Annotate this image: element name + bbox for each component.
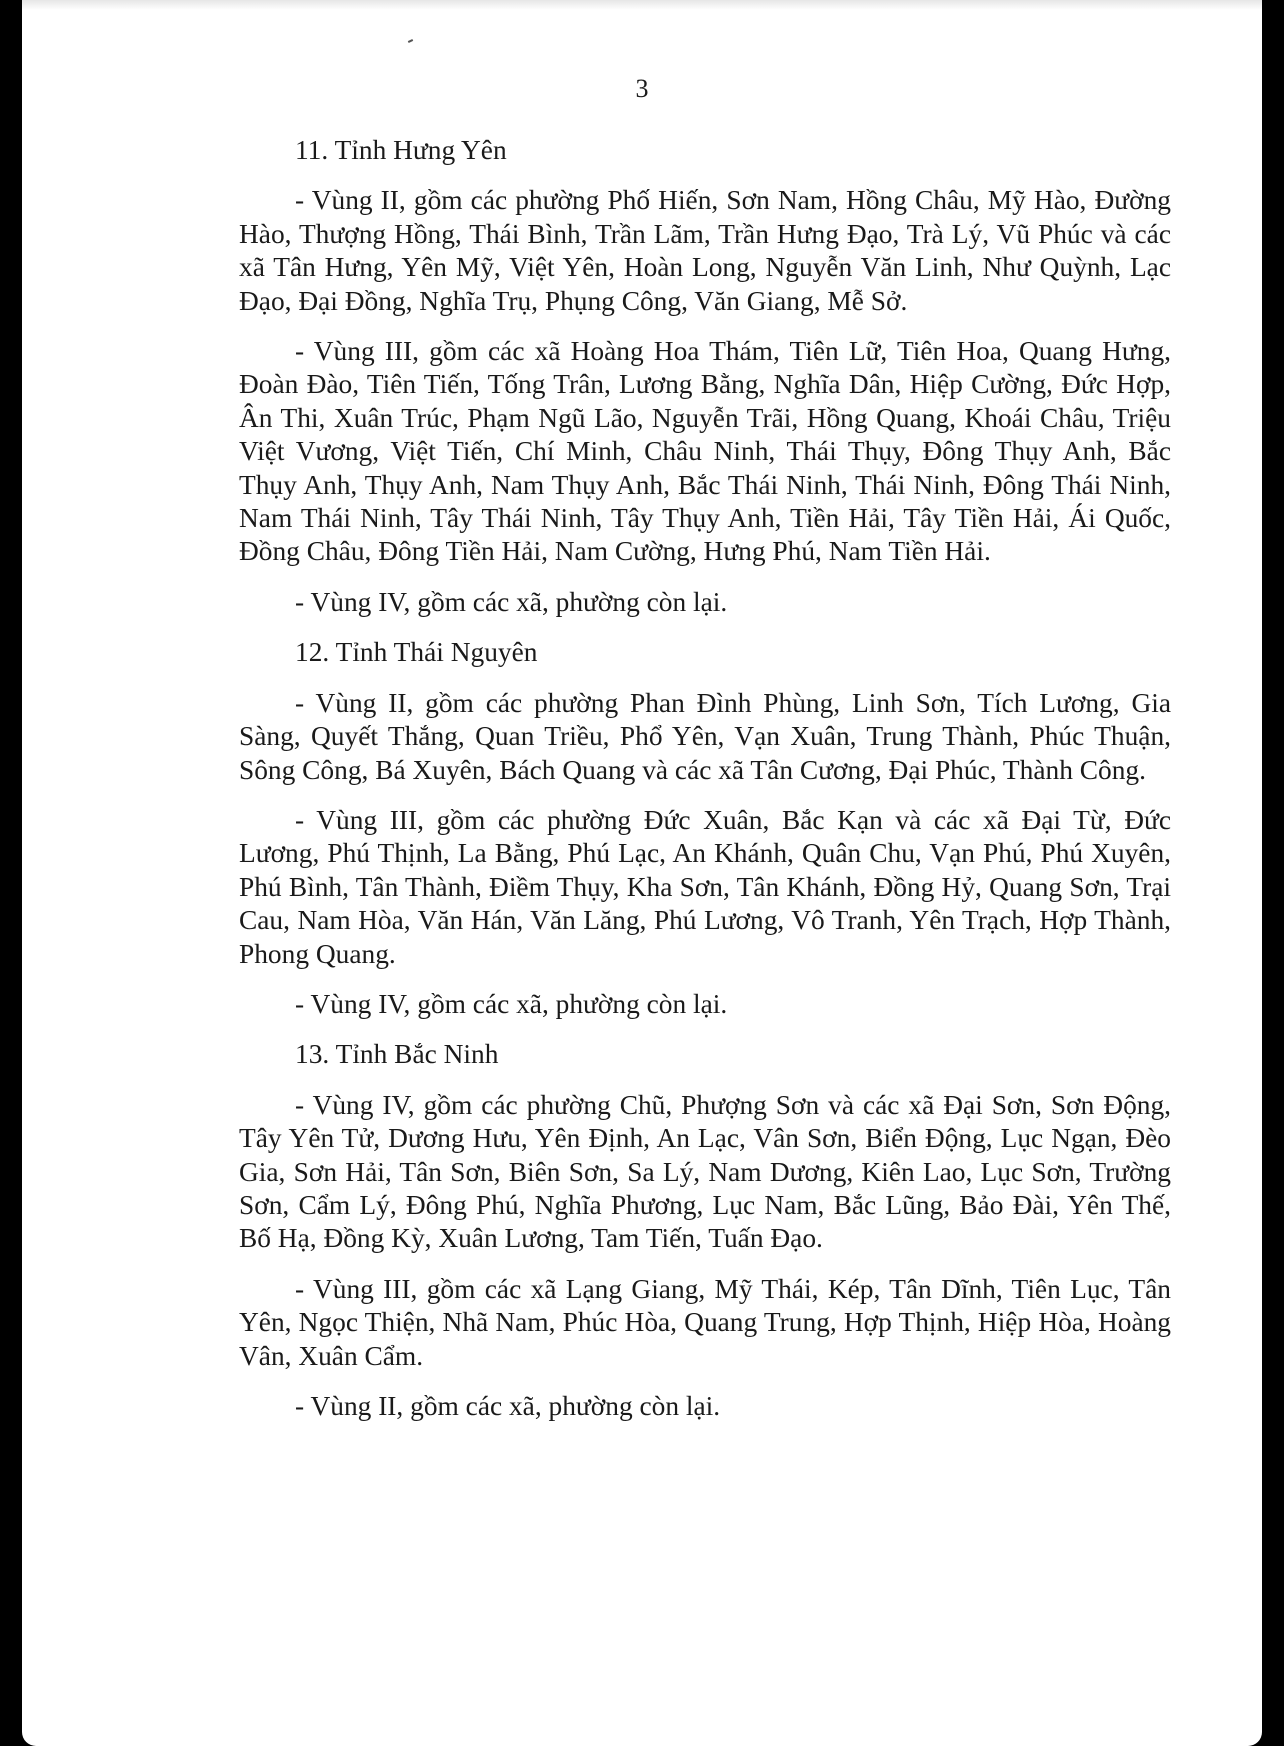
section-heading: 12. Tỉnh Thái Nguyên [295, 637, 538, 668]
section-thai-nguyen [239, 636, 1171, 1021]
paragraph-zone-2: - Vùng II, gồm các xã, phường còn lại. [295, 1391, 721, 1421]
section-heading: 13. Tỉnh Bắc Ninh [295, 1039, 499, 1070]
paragraph-zone-3: - Vùng III, gồm các xã Hoàng Hoa Thám, Tiên Lữ, Tiên Hoa, Quang Hưng, Đoàn Đào, Tiên Tiến, Tống Trân, Lương Bằng, Nghĩa Dân, Hiệp Cường, Đức Hợp, Ân Thi, Xuân Trúc, Phạm Ngũ Lão, Nguyễn Trãi, Hồng Quang, Khoái Châu, Triệu Việt Vương, Việt Tiến, Chí Minh, Châu Ninh, Thái Thụy, Đông Thụy Anh, Bắc Thụy Anh, Thụy Anh, Nam Thụy Anh, Bắc Thái Ninh, Thái Ninh, Đông Thái Ninh, Nam Thái Ninh, Tây Thái Ninh, Tây Thụy Anh, Tiền Hải, Tây Tiền Hải, Ái Quốc, Đồng Châu, Đông Tiền Hải, Nam Cường, Hưng Phú, Nam Tiền Hải. [239, 336, 1171, 567]
paragraph-zone-3: - Vùng III, gồm các xã Lạng Giang, Mỹ Thái, Kép, Tân Dĩnh, Tiên Lục, Tân Yên, Ngọc Thiện, Nhã Nam, Phúc Hòa, Quang Trung, Hợp Thịnh, Hiệp Hòa, Hoàng Vân, Xuân Cẩm. [239, 1273, 1171, 1371]
scan-speck [408, 39, 413, 43]
page-number: 3 [635, 74, 649, 103]
paragraph-zone-4: - Vùng IV, gồm các phường Chũ, Phượng Sơn và các xã Đại Sơn, Sơn Động, Tây Yên Tử, Dương Hưu, Yên Định, An Lạc, Vân Sơn, Biển Động, Lục Ngạn, Đèo Gia, Sơn Hải, Tân Sơn, Biên Sơn, Sa Lý, Nam Dương, Kiên Lao, Lục Sơn, Trường Sơn, Cẩm Lý, Đông Phú, Nghĩa Phương, Lục Nam, Bắc Lũng, Bảo Đài, Yên Thế, Bố Hạ, Đồng Kỳ, Xuân Lương, Tam Tiến, Tuấn Đạo. [239, 1089, 1171, 1254]
paragraph-zone-4: - Vùng IV, gồm các xã, phường còn lại. [295, 586, 728, 617]
scan-edge-shadow [22, 0, 1262, 10]
document-page [22, 0, 1262, 1746]
section-heading: 11. Tỉnh Hưng Yên [295, 135, 507, 165]
paragraph-zone-2: - Vùng II, gồm các phường Phố Hiến, Sơn Nam, Hồng Châu, Mỹ Hào, Đường Hào, Thượng Hồng, Thái Bình, Trần Lãm, Trần Hưng Đạo, Trà Lý, Vũ Phúc và các xã Tân Hưng, Yên Mỹ, Việt Yên, Hoàn Long, Nguyễn Văn Linh, Như Quỳnh, Lạc Đạo, Đại Đồng, Nghĩa Trụ, Phụng Công, Văn Giang, Mễ Sở. [239, 185, 1171, 316]
paragraph-zone-2: - Vùng II, gồm các phường Phan Đình Phùng, Linh Sơn, Tích Lương, Gia Sàng, Quyết Thắng, Quan Triều, Phổ Yên, Vạn Xuân, Trung Thành, Phúc Thuận, Sông Công, Bá Xuyên, Bách Quang và các xã Tân Cương, Đại Phúc, Thành Công. [239, 687, 1171, 785]
paragraph-zone-3: - Vùng III, gồm các phường Đức Xuân, Bắc Kạn và các xã Đại Từ, Đức Lương, Phú Thịnh, La Bằng, Phú Lạc, An Khánh, Quân Chu, Vạn Phú, Phú Xuyên, Phú Bình, Tân Thành, Điềm Thụy, Kha Sơn, Tân Khánh, Đồng Hỷ, Quang Sơn, Trại Cau, Nam Hòa, Văn Hán, Văn Lăng, Phú Lương, Vô Tranh, Yên Trạch, Hợp Thành, Phong Quang. [239, 804, 1171, 969]
section-bac-ninh [239, 1038, 1171, 1423]
paragraph-zone-4: - Vùng IV, gồm các xã, phường còn lại. [295, 988, 728, 1019]
document-body [239, 134, 1171, 1440]
section-hung-yen [239, 134, 1171, 619]
